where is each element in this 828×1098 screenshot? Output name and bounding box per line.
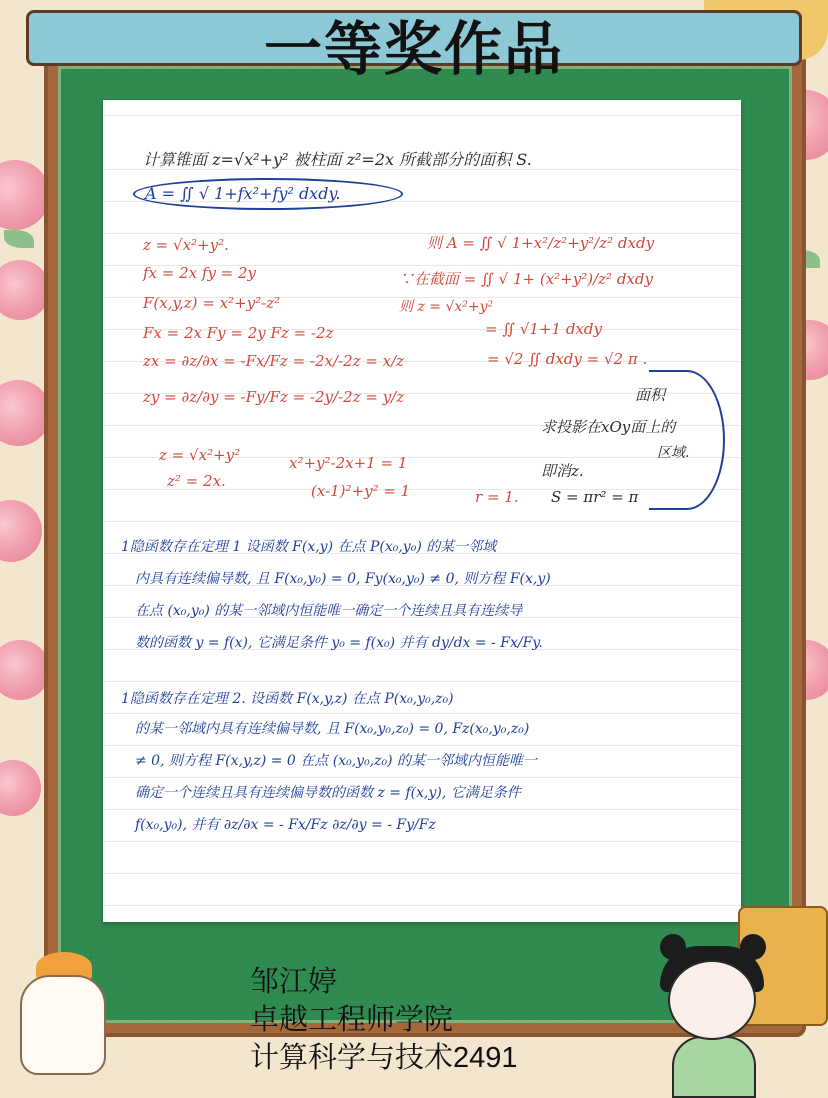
system-result: (x-1)²+y² = 1	[311, 482, 411, 500]
tooth-mascot-icon	[20, 975, 106, 1075]
step-line: Fx = 2x Fy = 2y Fz = -2z	[143, 324, 334, 342]
system-result: x²+y²-2x+1 = 1	[289, 454, 408, 472]
radius-value: r = 1.	[475, 488, 519, 506]
theorem-two-line: f(x₀,y₀), 并有 ∂z/∂x = - Fx/Fz ∂z/∂y = - Fy/Fz	[135, 817, 436, 833]
theorem-one-line: 1隐函数存在定理 1 设函数 F(x,y) 在点 P(x₀,y₀) 的某一邻域	[121, 539, 497, 555]
theorem-two-line: ≠ 0, 则方程 F(x,y,z) = 0 在点 (x₀,y₀,z₀) 的某一邻域内恒能唯一	[135, 753, 538, 769]
theorem-two-line: 1隐函数存在定理 2. 设函数 F(x,y,z) 在点 P(x₀,y₀,z₀)	[121, 691, 454, 707]
right-step: 则 A = ∬ √ 1+x²/z²+y²/z² dxdy	[427, 234, 655, 252]
hair-bun-icon	[660, 934, 686, 960]
theorem-one-line: 数的函数 y = f(x), 它满足条件 y₀ = f(x₀) 并有 dy/dx = - Fx/Fy.	[135, 635, 543, 651]
system-equation: z = √x²+y²	[159, 446, 241, 464]
leaf-decoration	[4, 230, 34, 248]
area-formula: A = ∬ √ 1+fx²+fy² dxdy.	[145, 184, 341, 203]
hair-bun-icon	[740, 934, 766, 960]
area-result: S = πr² = π	[551, 488, 639, 506]
right-step: ∵在截面 = ∬ √ 1+ (x²+y²)/z² dxdy	[399, 270, 653, 288]
problem-statement: 计算锥面 z=√x²+y² 被柱面 z²=2x 所截部分的面积 S.	[143, 150, 532, 169]
projection-note: 区域.	[657, 445, 690, 461]
blossom-decoration	[0, 640, 50, 700]
step-line: zx = ∂z/∂x = -Fx/Fz = -2x/-2z = x/z	[143, 352, 405, 370]
girl-body-illustration	[672, 1036, 756, 1098]
theorem-one-line: 内具有连续偏导数, 且 F(x₀,y₀) = 0, Fy(x₀,y₀) ≠ 0, 则方程 F(x,y)	[135, 571, 551, 587]
step-line: zy = ∂z/∂y = -Fy/Fz = -2y/-2z = y/z	[143, 388, 405, 406]
system-equation: z² = 2x.	[167, 472, 226, 490]
right-step: = ∬ √1+1 dxdy	[485, 320, 602, 338]
projection-note: 即消z.	[541, 462, 584, 480]
annotation-arrow	[649, 370, 725, 510]
theorem-one-line: 在点 (x₀,y₀) 的某一邻域内恒能唯一确定一个连续且具有连续导	[135, 603, 523, 619]
author-school: 卓越工程师学院	[250, 1004, 454, 1036]
page-title: 一等奖作品	[263, 15, 564, 83]
right-step: 则 z = √x²+y²	[399, 299, 494, 315]
author-name: 邹江婷	[250, 966, 338, 998]
theorem-two-line: 的某一邻域内具有连续偏导数, 且 F(x₀,y₀,z₀) = 0, Fz(x₀,y₀,z₀)	[135, 721, 530, 737]
note-paper	[103, 100, 741, 922]
right-step: = √2 ∬ dxdy = √2 π .	[487, 350, 648, 368]
projection-note: 求投影在xOy面上的	[541, 418, 676, 436]
theorem-two-line: 确定一个连续且具有连续偏导数的函数 z = f(x,y), 它满足条件	[135, 785, 521, 801]
step-line: F(x,y,z) = x²+y²-z²	[143, 294, 281, 312]
author-major: 计算科学与技术2491	[250, 1042, 518, 1074]
blossom-decoration	[0, 500, 42, 562]
step-line: fx = 2x fy = 2y	[143, 264, 257, 282]
girl-face-illustration	[668, 960, 756, 1040]
area-label: 面积	[635, 386, 666, 404]
blossom-decoration	[0, 260, 50, 320]
blossom-decoration	[0, 760, 41, 816]
step-line: z = √x²+y².	[143, 236, 229, 254]
blossom-decoration	[0, 160, 50, 230]
